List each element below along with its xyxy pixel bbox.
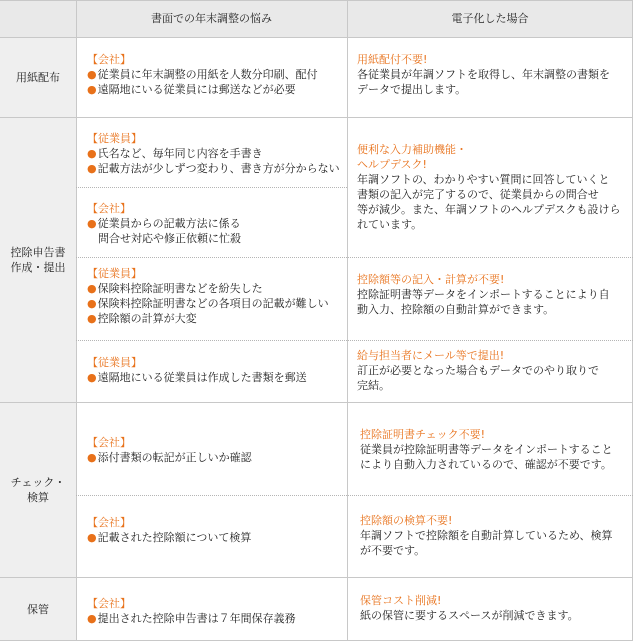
- storage-solution: [360, 593, 579, 623]
- deduction-solution-1: [357, 142, 621, 232]
- storage-solution-title: 保管コスト削減!: [360, 594, 442, 607]
- deduction-solution-1-line: 書類の記入が完了するので、従業員からの問合せ: [357, 188, 599, 201]
- bullet-icon: ●: [87, 282, 97, 295]
- deduction-problem-2-line: 従業員からの記載方法に係る: [97, 217, 241, 230]
- deduction-problem-1-line: 記載方法が少しずつ変わり、書き方が分からない: [97, 162, 340, 175]
- check-problem-1-line: 添付書類の転記が正しいか確認: [97, 451, 252, 464]
- deduction-solution-2-line: 控除証明書等データをインポートすることにより自: [357, 288, 610, 301]
- sub-row-divider: [76, 257, 633, 258]
- deduction-problem-4-line: 遠隔地にいる従業員は作成した書類を郵送: [97, 371, 307, 384]
- deduction-solution-1-line: 年調ソフトの、わかりやすい質問に回答していくと: [357, 173, 610, 186]
- check-problem-2-line: 記載された控除額について検算: [97, 531, 252, 544]
- deduction-problem-4: [87, 355, 307, 385]
- deduction-problem-2: [87, 201, 241, 246]
- deduction-problem-3-line: 控除額の計算が大変: [97, 312, 197, 325]
- paper-solution: [357, 52, 610, 97]
- check-problem-2-tag: 【会社】: [87, 516, 131, 529]
- paper-problem-line: 遠隔地にいる従業員には郵送などが必要: [97, 83, 296, 96]
- deduction-problem-4-tag: 【従業員】: [87, 356, 142, 369]
- bullet-icon: ●: [87, 147, 97, 160]
- sub-row-divider: [76, 340, 633, 341]
- category-deduction-line1: 控除申告書: [10, 245, 66, 259]
- deduction-problem-3-line: 保険料控除証明書などの各項目の記載が難しい: [97, 297, 329, 310]
- grid-line: [0, 37, 633, 38]
- check-solution-1-line: により自動入力されているので、確認が不要です。: [360, 458, 612, 471]
- grid-line: [347, 0, 348, 641]
- bullet-icon: ●: [87, 217, 97, 230]
- header-problems: 書面での年末調整の悩み: [76, 0, 347, 37]
- paper-solution-line: データで提出します。: [357, 83, 467, 96]
- paper-problem: [87, 52, 318, 97]
- category-deduction: [0, 117, 76, 402]
- category-storage-label: 保管: [27, 602, 49, 616]
- category-check: [0, 402, 76, 577]
- deduction-solution-2-line: 動入力、控除額の自動計算ができます。: [357, 303, 555, 316]
- deduction-solution-1-title-2: ヘルプデスク!: [357, 158, 427, 171]
- header-digital: 電子化した場合: [347, 0, 633, 37]
- category-paper-label: 用紙配布: [16, 70, 60, 84]
- category-storage: [0, 577, 76, 641]
- deduction-problem-2-tag: 【会社】: [87, 202, 131, 215]
- category-paper: [0, 37, 76, 117]
- deduction-solution-3-line: 完結。: [357, 379, 390, 392]
- bullet-icon: ●: [87, 531, 97, 544]
- category-check-line2: 検算: [27, 490, 49, 504]
- check-solution-2-line: 年調ソフトで控除額を自動計算しているため、検算: [360, 529, 613, 542]
- grid-line: [0, 577, 633, 578]
- deduction-solution-1-title-1: 便利な入力補助機能・: [357, 143, 467, 156]
- bullet-icon: ●: [87, 451, 97, 464]
- paper-problem-tag: 【会社】: [87, 53, 131, 66]
- deduction-solution-2-title: 控除額等の記入・計算が不要!: [357, 273, 505, 286]
- sub-row-divider: [76, 187, 347, 188]
- bullet-icon: ●: [87, 612, 97, 625]
- check-solution-2-title: 控除額の検算不要!: [360, 514, 453, 527]
- deduction-problem-3-tag: 【従業員】: [87, 267, 142, 280]
- deduction-solution-3: [357, 348, 599, 393]
- check-solution-1-title: 控除証明書チェック不要!: [360, 428, 486, 441]
- deduction-solution-1-line: 等が減少。また、年調ソフトのヘルプデスクも設けら: [357, 203, 621, 216]
- deduction-solution-3-title: 給与担当者にメール等で提出!: [357, 349, 505, 362]
- deduction-problem-1: [87, 131, 340, 176]
- bullet-icon: ●: [87, 162, 97, 175]
- storage-solution-line: 紙の保管に要するスペースが削減できます。: [360, 609, 579, 622]
- check-solution-1: [360, 427, 613, 472]
- grid-line: [0, 117, 633, 118]
- deduction-solution-1-line: れています。: [357, 218, 423, 231]
- storage-problem: [87, 596, 296, 626]
- deduction-solution-2: [357, 272, 610, 317]
- grid-line: [76, 0, 77, 641]
- storage-problem-line: 提出された控除申告書は７年間保存義務: [97, 612, 296, 625]
- check-problem-1-tag: 【会社】: [87, 436, 131, 449]
- deduction-problem-1-tag: 【従業員】: [87, 132, 142, 145]
- deduction-problem-2-line: 問合せ対応や修正依頼に忙殺: [98, 232, 241, 245]
- grid-line: [0, 0, 633, 1]
- check-solution-1-line: 従業員が控除証明書等データをインポートすること: [360, 443, 613, 456]
- header-corner: [0, 0, 76, 37]
- grid-line: [0, 402, 633, 403]
- check-solution-2: [360, 513, 613, 558]
- paper-problem-line: 従業員に年末調整の用紙を人数分印刷、配付: [97, 68, 318, 81]
- paper-solution-title: 用紙配付不要!: [357, 53, 428, 66]
- deduction-solution-3-line: 訂正が必要となった場合もデータでのやり取りで: [357, 364, 599, 377]
- paper-solution-line: 各従業員が年調ソフトを取得し、年末調整の書類を: [357, 68, 610, 81]
- check-solution-2-line: が不要です。: [360, 544, 426, 557]
- bullet-icon: ●: [87, 68, 97, 81]
- bullet-icon: ●: [87, 297, 97, 310]
- check-problem-1: [87, 435, 252, 465]
- deduction-problem-3: [87, 266, 329, 326]
- storage-problem-tag: 【会社】: [87, 597, 131, 610]
- bullet-icon: ●: [87, 312, 97, 325]
- bullet-icon: ●: [87, 83, 97, 96]
- sub-row-divider: [76, 495, 633, 496]
- deduction-problem-1-line: 氏名など、毎年同じ内容を手書き: [97, 147, 263, 160]
- check-problem-2: [87, 515, 251, 545]
- category-check-line1: チェック・: [10, 475, 66, 489]
- bullet-icon: ●: [87, 371, 97, 384]
- category-deduction-line2: 作成・提出: [10, 260, 66, 274]
- deduction-problem-3-line: 保険料控除証明書などを紛失した: [97, 282, 263, 295]
